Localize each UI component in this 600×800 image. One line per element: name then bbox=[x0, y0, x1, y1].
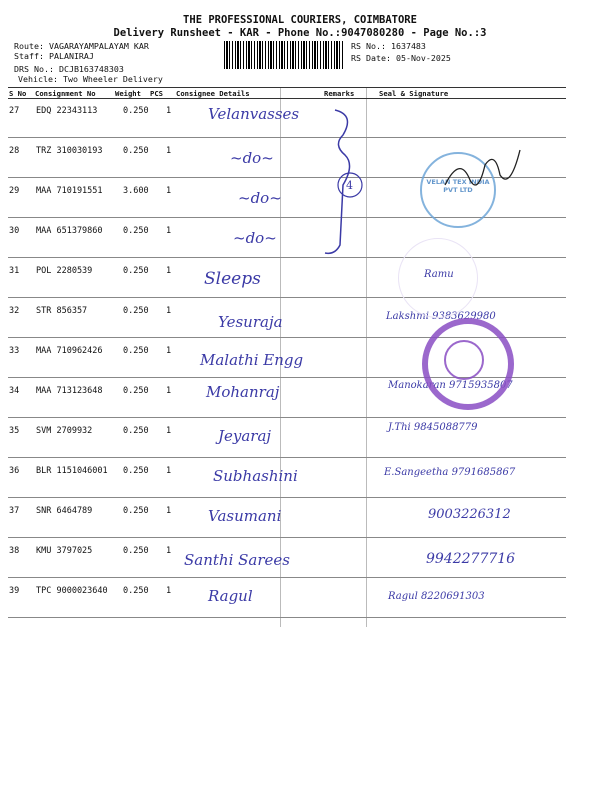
col-sno: S No bbox=[9, 89, 27, 98]
row-weight: 0.250 bbox=[123, 586, 149, 596]
row-pcs: 1 bbox=[166, 106, 172, 116]
col-remarks: Remarks bbox=[324, 89, 355, 98]
table-row bbox=[8, 217, 566, 258]
table-row bbox=[8, 497, 566, 538]
row-weight: 3.600 bbox=[123, 186, 149, 196]
row-consignment: STR 856357 bbox=[36, 306, 88, 316]
consignee-handwritten: ~do~ bbox=[233, 229, 277, 247]
row-weight: 0.250 bbox=[123, 506, 149, 516]
svg-text:4: 4 bbox=[346, 179, 353, 192]
row-consignment: SVM 2709932 bbox=[36, 426, 93, 436]
consignee-handwritten: Yesuraja bbox=[218, 313, 283, 331]
signature-handwritten: Ragul 8220691303 bbox=[388, 591, 485, 602]
table-row bbox=[8, 537, 566, 578]
row-pcs: 1 bbox=[166, 546, 172, 556]
consignee-handwritten: Sleeps bbox=[204, 269, 261, 289]
row-sno: 39 bbox=[9, 586, 20, 596]
bracket-mark bbox=[315, 105, 365, 265]
row-sno: 36 bbox=[9, 466, 20, 476]
row-weight: 0.250 bbox=[123, 466, 149, 476]
row-weight: 0.250 bbox=[123, 546, 149, 556]
row-sno: 35 bbox=[9, 426, 20, 436]
row-weight: 0.250 bbox=[123, 266, 149, 276]
row-consignment: KMU 3797025 bbox=[36, 546, 93, 556]
row-pcs: 1 bbox=[166, 426, 172, 436]
row-consignment: MAA 713123648 bbox=[36, 386, 103, 396]
signature-handwritten: Lakshmi 9383629980 bbox=[386, 311, 496, 322]
table-row bbox=[8, 577, 566, 618]
row-sno: 32 bbox=[9, 306, 20, 316]
faint-stamp bbox=[398, 238, 478, 318]
row-consignment: TRZ 310030193 bbox=[36, 146, 103, 156]
row-sno: 30 bbox=[9, 226, 20, 236]
company-stamp: VELAN TEX INDIA PVT LTD bbox=[420, 152, 496, 228]
row-sno: 34 bbox=[9, 386, 20, 396]
row-sno: 31 bbox=[9, 266, 20, 276]
row-consignment: TPC 9000023640 bbox=[36, 586, 108, 596]
signature-handwritten: Manokaran 9715935807 bbox=[388, 380, 513, 391]
row-pcs: 1 bbox=[166, 146, 172, 156]
drs-label: DRS No.: DCJB163748303 bbox=[14, 64, 124, 74]
signature-handwritten: Ramu bbox=[424, 269, 454, 280]
signature-handwritten: E.Sangeetha 9791685867 bbox=[384, 467, 516, 478]
signature-handwritten: 9942277716 bbox=[426, 551, 516, 567]
row-pcs: 1 bbox=[166, 186, 172, 196]
row-weight: 0.250 bbox=[123, 146, 149, 156]
consignee-handwritten: ~do~ bbox=[238, 189, 282, 207]
row-pcs: 1 bbox=[166, 506, 172, 516]
row-pcs: 1 bbox=[166, 226, 172, 236]
consignee-handwritten: ~do~ bbox=[230, 149, 274, 167]
purple-stamp bbox=[422, 318, 514, 410]
row-pcs: 1 bbox=[166, 386, 172, 396]
col-consignee: Consignee Details bbox=[176, 89, 250, 98]
barcode-image bbox=[224, 41, 344, 69]
col-seal: Seal & Signature bbox=[379, 89, 449, 98]
row-sno: 29 bbox=[9, 186, 20, 196]
row-consignment: EDQ 22343113 bbox=[36, 106, 98, 116]
consignee-handwritten: Subhashini bbox=[213, 467, 298, 485]
col-weight: Weight bbox=[115, 89, 141, 98]
table-row bbox=[8, 97, 566, 138]
consignee-handwritten: Jeyaraj bbox=[218, 427, 272, 445]
table-row bbox=[8, 257, 566, 298]
row-consignment: MAA 710962426 bbox=[36, 346, 103, 356]
row-pcs: 1 bbox=[166, 586, 172, 596]
runsheet-title: Delivery Runsheet - KAR - Phone No.:9047080280 - Page No.:3 bbox=[113, 27, 487, 39]
row-consignment: MAA 651379860 bbox=[36, 226, 103, 236]
col-pcs: PCS bbox=[150, 89, 163, 98]
row-consignment: MAA 710191551 bbox=[36, 186, 103, 196]
vehicle-label: Vehicle: Two Wheeler Delivery bbox=[18, 74, 163, 84]
row-sno: 37 bbox=[9, 506, 20, 516]
signature-scribble bbox=[440, 145, 525, 200]
row-pcs: 1 bbox=[166, 306, 172, 316]
signature-handwritten: 9003226312 bbox=[428, 507, 511, 522]
rs-date: RS Date: 05-Nov-2025 bbox=[351, 53, 451, 63]
row-sno: 27 bbox=[9, 106, 20, 116]
row-pcs: 1 bbox=[166, 266, 172, 276]
col-consignment: Consignment No bbox=[35, 89, 96, 98]
row-pcs: 1 bbox=[166, 346, 172, 356]
consignee-handwritten: Velanvasses bbox=[208, 105, 300, 123]
table-row bbox=[8, 417, 566, 458]
consignee-handwritten: Santhi Sarees bbox=[184, 551, 290, 569]
row-weight: 0.250 bbox=[123, 386, 149, 396]
row-consignment: SNR 6464789 bbox=[36, 506, 93, 516]
row-weight: 0.250 bbox=[123, 106, 149, 116]
rs-number: RS No.: 1637483 bbox=[351, 41, 426, 51]
row-pcs: 1 bbox=[166, 466, 172, 476]
row-weight: 0.250 bbox=[123, 226, 149, 236]
staff-label: Staff: PALANIRAJ bbox=[14, 51, 94, 61]
consignee-handwritten: Vasumani bbox=[208, 507, 282, 525]
company-title: THE PROFESSIONAL COURIERS, COIMBATORE bbox=[183, 14, 417, 26]
table-row bbox=[8, 457, 566, 498]
consignee-handwritten: Ragul bbox=[208, 587, 253, 605]
row-consignment: POL 2280539 bbox=[36, 266, 93, 276]
signature-handwritten: J.Thi 9845088779 bbox=[388, 422, 478, 433]
row-sno: 33 bbox=[9, 346, 20, 356]
consignee-handwritten: Malathi Engg bbox=[200, 351, 304, 369]
row-sno: 28 bbox=[9, 146, 20, 156]
row-weight: 0.250 bbox=[123, 426, 149, 436]
row-sno: 38 bbox=[9, 546, 20, 556]
row-weight: 0.250 bbox=[123, 346, 149, 356]
consignee-handwritten: Mohanraj bbox=[206, 383, 280, 401]
row-consignment: BLR 1151046001 bbox=[36, 466, 108, 476]
route-label: Route: VAGARAYAMPALAYAM KAR bbox=[14, 41, 149, 51]
row-weight: 0.250 bbox=[123, 306, 149, 316]
